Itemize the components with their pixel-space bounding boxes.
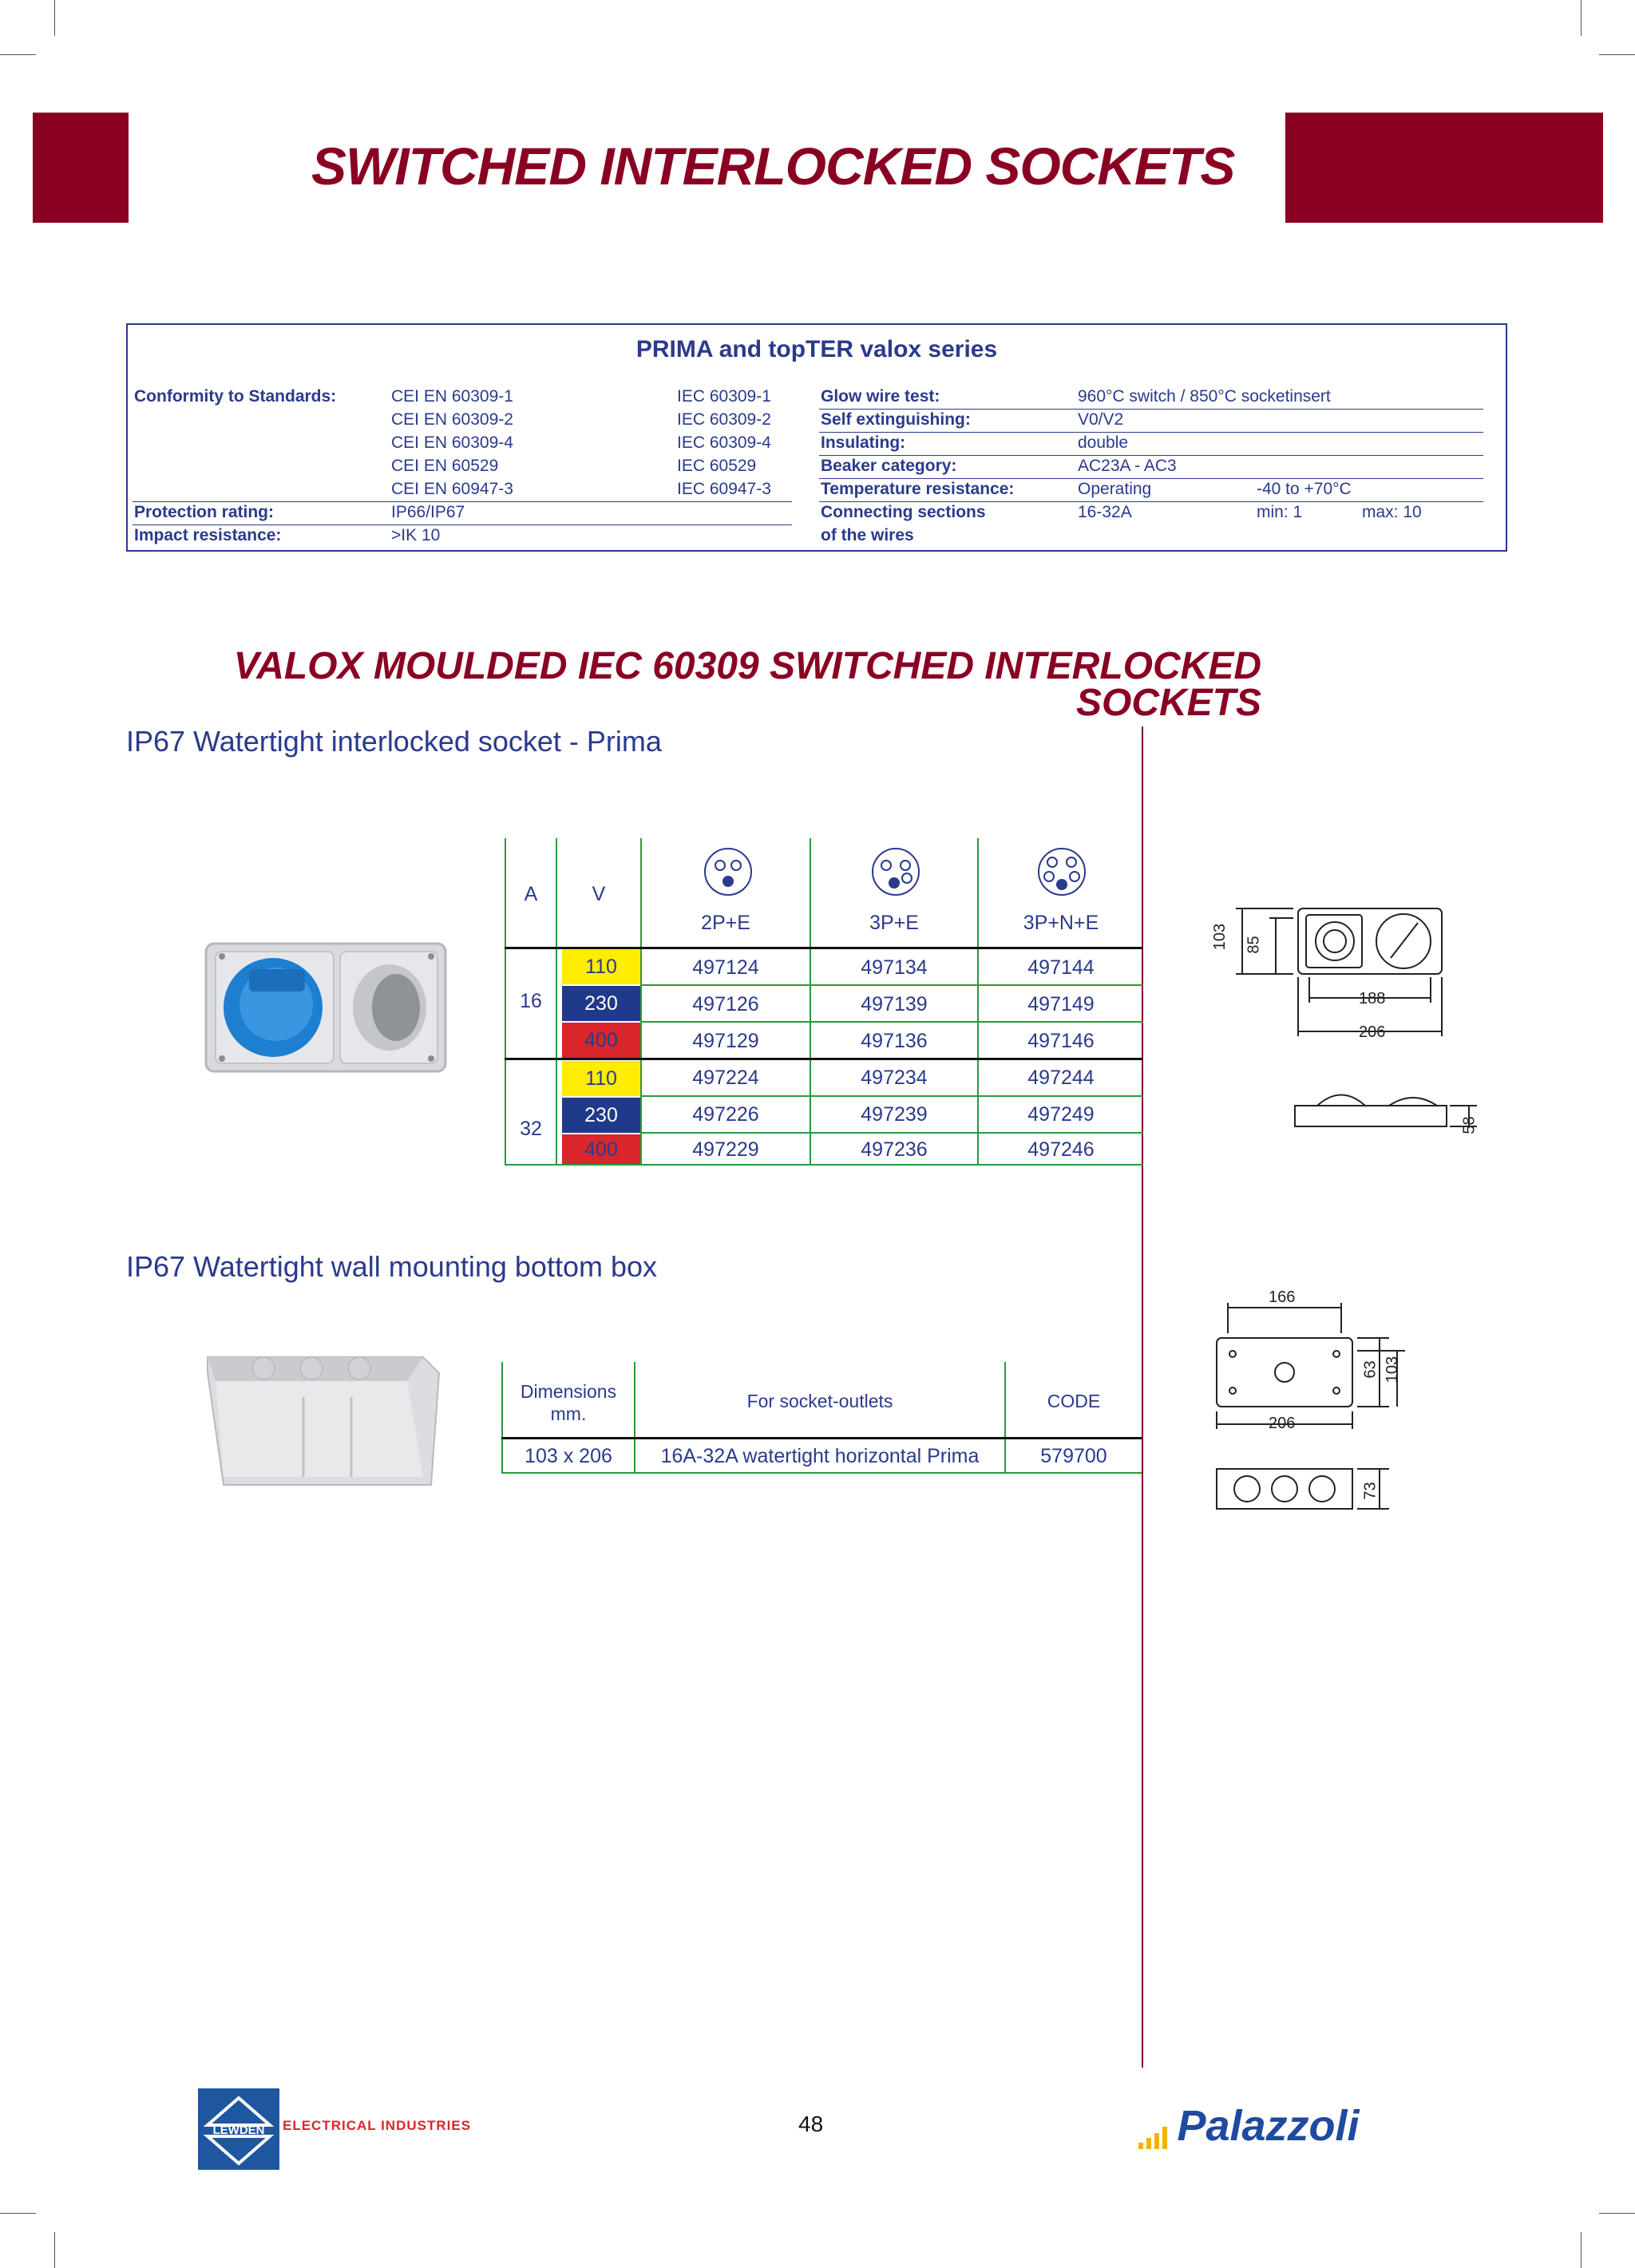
beaker-label: Beaker category: (821, 457, 957, 475)
connecting-max: max: 10 (1362, 503, 1422, 521)
standard-iec: IEC 60309-2 (677, 410, 771, 429)
connecting-min: min: 1 (1257, 503, 1303, 521)
connecting-label-2: of the wires (821, 526, 914, 544)
crop-mark (1581, 0, 1582, 36)
header-accent-right (1285, 113, 1603, 223)
code-cell: 497246 (1027, 1138, 1095, 1161)
standard-iec: IEC 60309-1 (677, 387, 771, 406)
col-header-dimensions-unit: mm. (550, 1403, 587, 1424)
box-for-cell: 16A-32A watertight horizontal Prima (660, 1445, 980, 1467)
code-cell: 497149 (1027, 993, 1095, 1015)
lewden-logo (198, 2088, 279, 2170)
amps-32: 32 (520, 1118, 542, 1140)
divider (819, 432, 1483, 433)
impact-value: >IK 10 (391, 526, 441, 544)
protection-label: Protection rating: (134, 503, 275, 521)
bottom-box-product-image (192, 1349, 447, 1493)
code-cell: 497129 (692, 1030, 759, 1052)
standard-cei: CEI EN 60309-2 (391, 410, 513, 429)
dim-label-206: 206 (1359, 1023, 1386, 1041)
crop-mark (1599, 2213, 1635, 2214)
dim-label-103: 103 (1211, 923, 1229, 951)
insulating-label: Insulating: (821, 433, 906, 452)
dim-label-85: 85 (1245, 936, 1263, 954)
connecting-label: Connecting sections (821, 503, 986, 521)
code-cell: 497124 (692, 956, 759, 979)
dim-label-166: 166 (1269, 1288, 1296, 1306)
section2-title: IP67 Watertight wall mounting bottom box (126, 1250, 657, 1283)
dim-label-188: 188 (1359, 990, 1386, 1007)
code-cell: 497144 (1027, 956, 1095, 979)
beaker-value: AC23A - AC3 (1078, 457, 1177, 475)
crop-mark (1599, 54, 1635, 55)
lewden-logo-text: LEWDEN (212, 2124, 265, 2137)
box-code-cell: 579700 (1040, 1445, 1107, 1467)
standard-cei: CEI EN 60529 (391, 457, 499, 475)
crop-mark (0, 54, 36, 55)
grid-line (640, 1095, 1143, 1097)
col-header-for-socket-outlets: For socket-outlets (746, 1391, 893, 1411)
socket-codes-table (503, 838, 1143, 1166)
crop-mark (1581, 2232, 1582, 2268)
insulating-value: double (1078, 433, 1129, 452)
standard-iec: IEC 60309-4 (677, 433, 771, 452)
dim-label-58: 58 (1460, 1116, 1479, 1134)
code-cell: 497244 (1027, 1067, 1095, 1089)
grid-line (640, 1021, 1143, 1023)
dim-label-103: 103 (1384, 1356, 1402, 1383)
code-cell: 497134 (861, 956, 928, 979)
dim-label-206: 206 (1269, 1415, 1296, 1432)
glow-wire-value: 960°C switch / 850°C socketinsert (1078, 387, 1331, 406)
voltage-110: 110 (562, 949, 640, 984)
standard-cei: CEI EN 60947-3 (391, 480, 513, 498)
lewden-tagline: ELECTRICAL INDUSTRIES (283, 2118, 472, 2133)
code-cell: 497136 (861, 1030, 928, 1052)
plug-3p-n-e-icon (1036, 846, 1087, 897)
voltage-400: 400 (562, 1134, 640, 1165)
protection-value: IP66/IP67 (391, 503, 465, 521)
divider (819, 501, 1483, 502)
voltage-110: 110 (562, 1061, 640, 1096)
standard-cei: CEI EN 60309-1 (391, 387, 513, 406)
table-rule (505, 1058, 1143, 1060)
grid-line (505, 1164, 1143, 1166)
crop-mark (0, 2213, 36, 2214)
crop-mark (54, 2232, 55, 2268)
divider (819, 409, 1483, 410)
voltage-230: 230 (562, 986, 640, 1021)
grid-line (640, 1132, 1143, 1134)
divider (819, 455, 1483, 456)
dim-label-73: 73 (1361, 1482, 1380, 1500)
self-ext-label: Self extinguishing: (821, 410, 971, 429)
temp-label: Temperature resistance: (821, 480, 1015, 498)
standard-iec: IEC 60947-3 (677, 480, 771, 498)
header-accent-left (33, 113, 129, 223)
code-cell: 497229 (692, 1138, 759, 1161)
socket-product-image (200, 934, 455, 1086)
self-ext-value: V0/V2 (1078, 410, 1124, 429)
glow-wire-label: Glow wire test: (821, 387, 940, 406)
specs-title: PRIMA and topTER valox series (635, 336, 998, 362)
section1-title: IP67 Watertight interlocked socket - Prima (126, 725, 662, 758)
code-cell: 497234 (861, 1067, 928, 1089)
section-heading-line1: VALOX MOULDED IEC 60309 SWITCHED INTERLOCKED (233, 645, 1261, 687)
col-header-2p-e: 2P+E (701, 912, 750, 934)
col-header-dimensions: Dimensions (520, 1381, 617, 1402)
col-header-3p-n-e: 3P+N+E (1023, 912, 1099, 934)
voltage-230: 230 (562, 1098, 640, 1133)
palazzoli-brand: Palazzoli (1177, 2102, 1360, 2150)
code-cell: 497139 (861, 993, 928, 1015)
standard-iec: IEC 60529 (677, 457, 757, 475)
bottom-box-technical-drawing (1198, 1285, 1501, 1541)
code-cell: 497249 (1027, 1103, 1095, 1126)
col-header-3p-e: 3P+E (869, 912, 919, 934)
col-header-a: A (524, 883, 538, 905)
divider (133, 524, 792, 525)
table-rule (501, 1437, 1142, 1439)
code-cell: 497146 (1027, 1030, 1095, 1052)
dim-label-63: 63 (1361, 1360, 1380, 1379)
bottom-box-table (501, 1362, 1142, 1474)
col-header-code: CODE (1047, 1391, 1101, 1411)
col-header-v: V (592, 883, 606, 905)
amps-16: 16 (520, 990, 542, 1012)
section-heading-line2: SOCKETS (1075, 682, 1261, 724)
impact-label: Impact resistance: (134, 526, 282, 544)
standard-cei: CEI EN 60309-4 (391, 433, 513, 452)
grid-line (501, 1472, 1142, 1474)
plug-3p-e-icon (870, 846, 921, 897)
divider (133, 501, 792, 502)
section-heading (80, 645, 1261, 724)
page-number: 48 (798, 2112, 824, 2136)
divider (819, 478, 1483, 479)
code-cell: 497226 (692, 1103, 759, 1126)
code-cell: 497239 (861, 1103, 928, 1126)
code-cell: 497224 (692, 1067, 759, 1089)
box-dims-cell: 103 x 206 (525, 1445, 612, 1467)
code-cell: 497126 (692, 993, 759, 1015)
socket-technical-drawing (1198, 894, 1501, 1158)
connecting-value: 16-32A (1078, 503, 1132, 521)
temp-range: -40 to +70°C (1257, 480, 1352, 498)
voltage-400: 400 (562, 1023, 640, 1058)
grid-line (640, 984, 1143, 986)
crop-mark (54, 0, 55, 36)
palazzoli-bars-icon (1137, 2122, 1174, 2151)
page-title: SWITCHED INTERLOCKED SOCKETS (311, 137, 1235, 196)
temp-value: Operating (1078, 480, 1152, 498)
plug-2p-e-icon (703, 846, 754, 897)
specs-box (126, 323, 1507, 552)
code-cell: 497236 (861, 1138, 928, 1161)
conformity-label: Conformity to Standards: (134, 387, 337, 406)
palazzoli-logo (1137, 2101, 1360, 2151)
